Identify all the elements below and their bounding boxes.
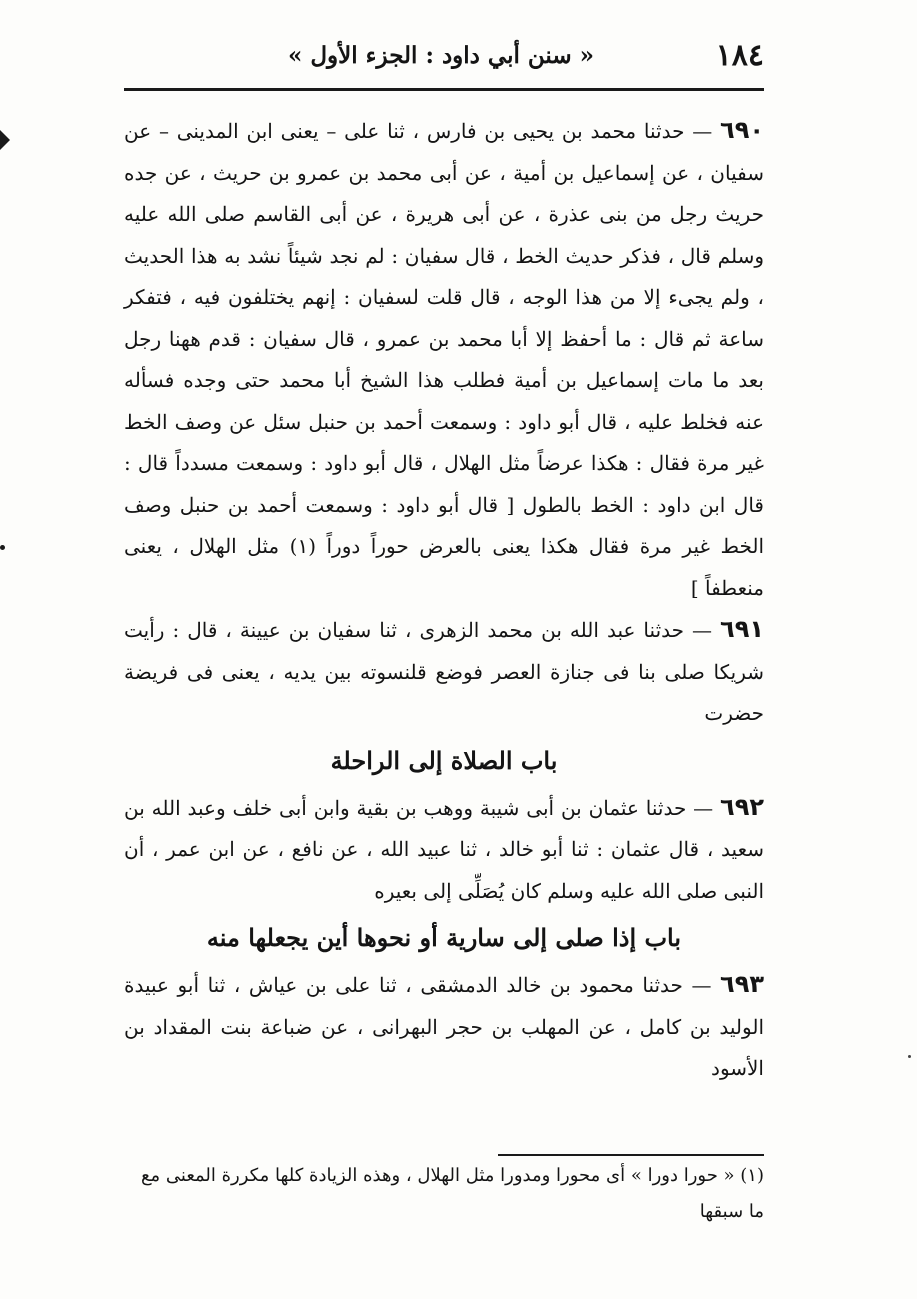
hadith-text: — حدثنا عبد الله بن محمد الزهرى ، ثنا سفيان بن عيينة ، قال : رأيت شريكا صلى بنا فى جنازة العصر فوضع قلنسوته بين يديه ، يعنى فى فريضة حضرت bbox=[124, 618, 764, 725]
page-number: ١٨٤ bbox=[715, 38, 764, 73]
footnote: (١) « حورا دورا » أى محورا ومدورا مثل الهلال ، وهذه الزيادة كلها مكررة المعنى مع ما سبقها bbox=[140, 1165, 764, 1222]
margin-dot bbox=[908, 1055, 911, 1058]
chapter-heading: باب الصلاة إلى الراحلة bbox=[330, 745, 558, 775]
hadith-number: ٦٩٢ bbox=[720, 792, 764, 821]
hadith-paragraph bbox=[124, 110, 764, 609]
hadith-number: ٦٩١ bbox=[720, 615, 764, 643]
page-header bbox=[124, 34, 764, 86]
margin-mark bbox=[0, 130, 10, 150]
hadith-text: — حدثنا عثمان بن أبى شيبة ووهب بن بقية وابن أبى خلف وعبد الله بن سعيد ، قال عثمان : ثنا أبو خالد ، ثنا عبيد الله ، عن نافع ، عن ابن عمر ، أن النبى صلى الله عليه وسلم كان يُصَلِّى إلى بعيره bbox=[124, 795, 764, 903]
margin-dot bbox=[0, 545, 5, 550]
hadith-text: — حدثنا محمود بن خالد الدمشقى ، ثنا على بن عياش ، ثنا أبو عبيدة الوليد بن كامل ، عن المهلب بن حجر البهرانى ، عن ضباعة بنت المقداد بن الأسود bbox=[124, 973, 764, 1080]
running-title: « سنن أبي داود : الجزء الأول » bbox=[287, 42, 594, 69]
hadith-paragraph bbox=[124, 964, 764, 1090]
chapter-heading: باب إذا صلى إلى سارية أو نحوها أين يجعلها منه bbox=[206, 923, 682, 952]
footnote-rule bbox=[498, 1154, 764, 1156]
hadith-number: ٦٩٣ bbox=[720, 970, 764, 998]
hadith-paragraph bbox=[124, 609, 764, 735]
header-rule bbox=[124, 88, 764, 91]
page-body bbox=[124, 110, 764, 1090]
hadith-paragraph bbox=[124, 787, 764, 913]
hadith-text: — حدثنا محمد بن يحيى بن فارس ، ثنا على – يعنى ابن المدينى – عن سفيان ، عن إسماعيل بن أمية ، عن أبى محمد بن عمرو بن حريث ، عن جده حريث رجل من بنى عذرة ، عن أبى هريرة ، عن أبى القاسم صلى الله عليه وسلم قال ، فذكر حديث الخط ، قال سفيان : لم نجد شيئاً نشد به هذا الحديث ، ولم يجىء إلا من هذا الوجه ، قال قلت لسفيان : إنهم يختلفون فيه ، فتفكر ساعة ثم قال : ما أحفظ إلا أبا محمد بن عمرو ، قال سفيان : قدم ههنا رجل بعد ما مات إسماعيل بن أمية فطلب هذا الشيخ أبا محمد حتى وجده فسأله عنه فخلط عليه ، قال أبو داود : وسمعت أحمد بن حنبل سئل عن وصف الخط غير مرة فقال : هكذا عرضاً مثل الهلال ، قال أبو داود : وسمعت مسدداً قال : قال ابن داود : الخط بالطول [ قال أبو داود : وسمعت أحمد بن حنبل وصف الخط غير مرة فقال هكذا يعنى بالعرض حوراً دوراً (١) مثل الهلال ، يعنى منعطفاً ] bbox=[124, 119, 765, 600]
hadith-number: ٦٩٠ bbox=[720, 116, 764, 144]
